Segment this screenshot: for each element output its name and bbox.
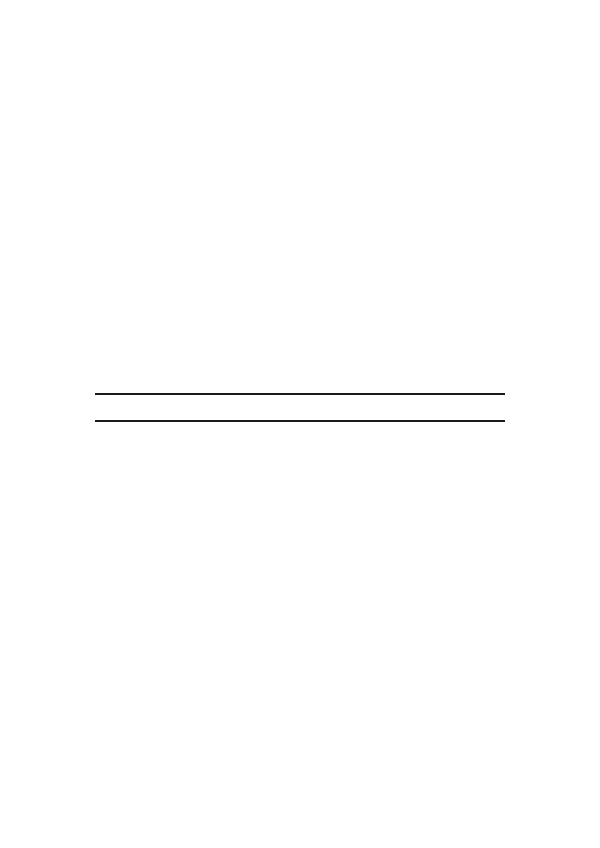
header-form1 xyxy=(300,394,505,421)
pxrd-figure xyxy=(55,70,515,310)
table-header-row xyxy=(95,394,505,421)
pxrd-chart xyxy=(55,70,515,310)
header-parameter xyxy=(95,394,300,421)
crystal-data-table xyxy=(95,393,505,422)
